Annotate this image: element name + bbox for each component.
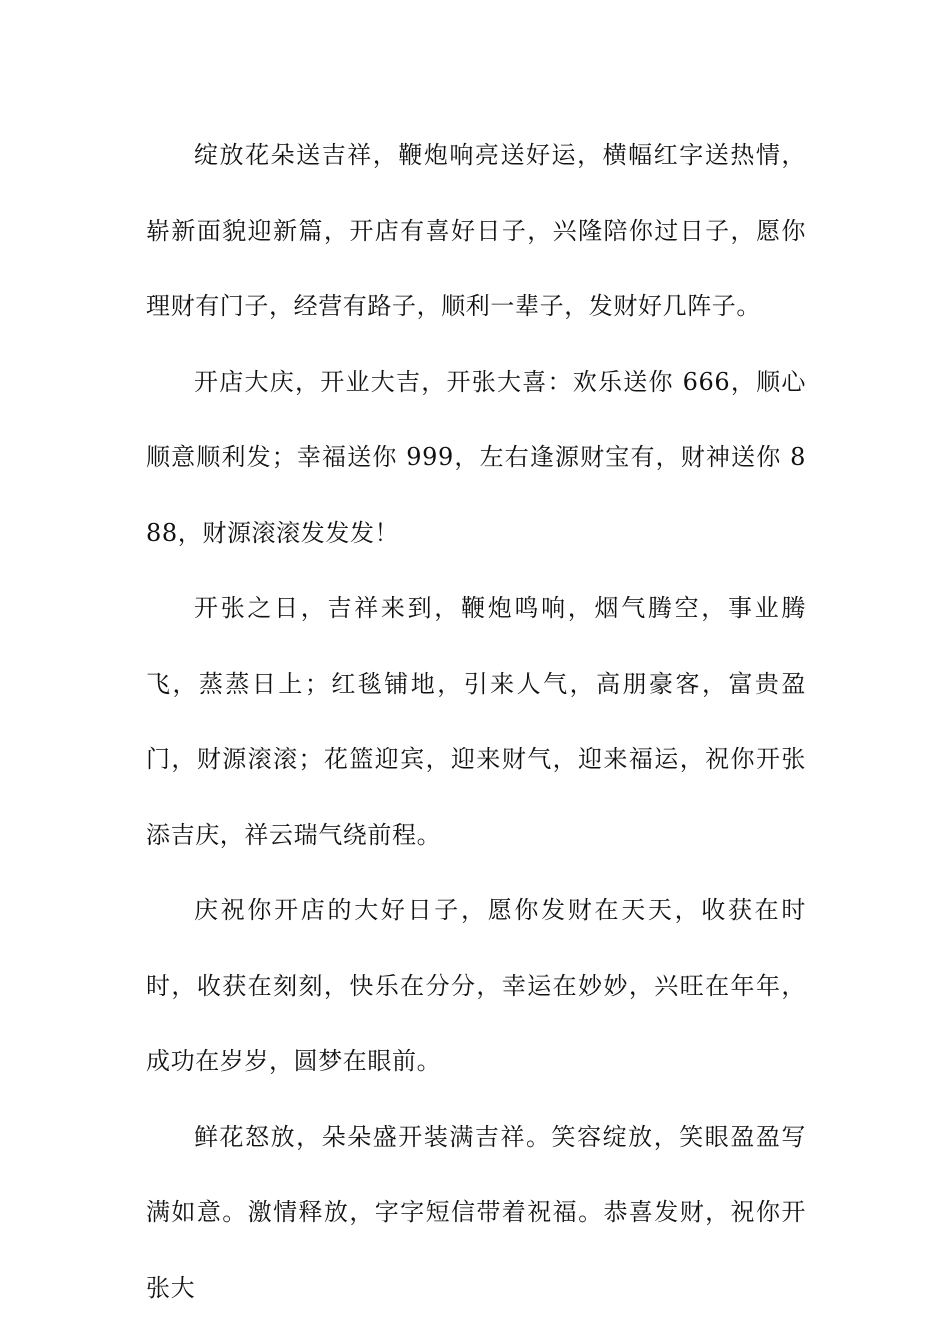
paragraph: 鲜花怒放，朵朵盛开装满吉祥。笑容绽放，笑眼盈盈写满如意。激情释放，字字短信带着祝福。恭喜发财，祝你开张大 xyxy=(146,1122,806,1302)
paragraph: 开店大庆，开业大吉，开张大喜：欢乐送你 666，顺心顺意顺利发；幸福送你 999，左右逢源财宝有，财神送你 888，财源滚滚发发发！ xyxy=(146,367,806,547)
paragraph: 庆祝你开店的大好日子，愿你发财在天天，收获在时时，收获在刻刻，快乐在分分，幸运在妙妙，兴旺在年年，成功在岁岁，圆梦在眼前。 xyxy=(146,896,806,1075)
document-body xyxy=(146,118,806,1326)
paragraph: 开张之日，吉祥来到，鞭炮鸣响，烟气腾空，事业腾飞，蒸蒸日上；红毯铺地，引来人气，高朋豪客，富贵盈门，财源滚滚；花篮迎宾，迎来财气，迎来福运，祝你开张添吉庆，祥云瑞气绕前程。 xyxy=(146,594,806,849)
paragraph: 绽放花朵送吉祥，鞭炮响亮送好运，横幅红字送热情，崭新面貌迎新篇，开店有喜好日子，兴隆陪你过日子，愿你理财有门子，经营有路子，顺利一辈子，发财好几阵子。 xyxy=(146,141,806,320)
